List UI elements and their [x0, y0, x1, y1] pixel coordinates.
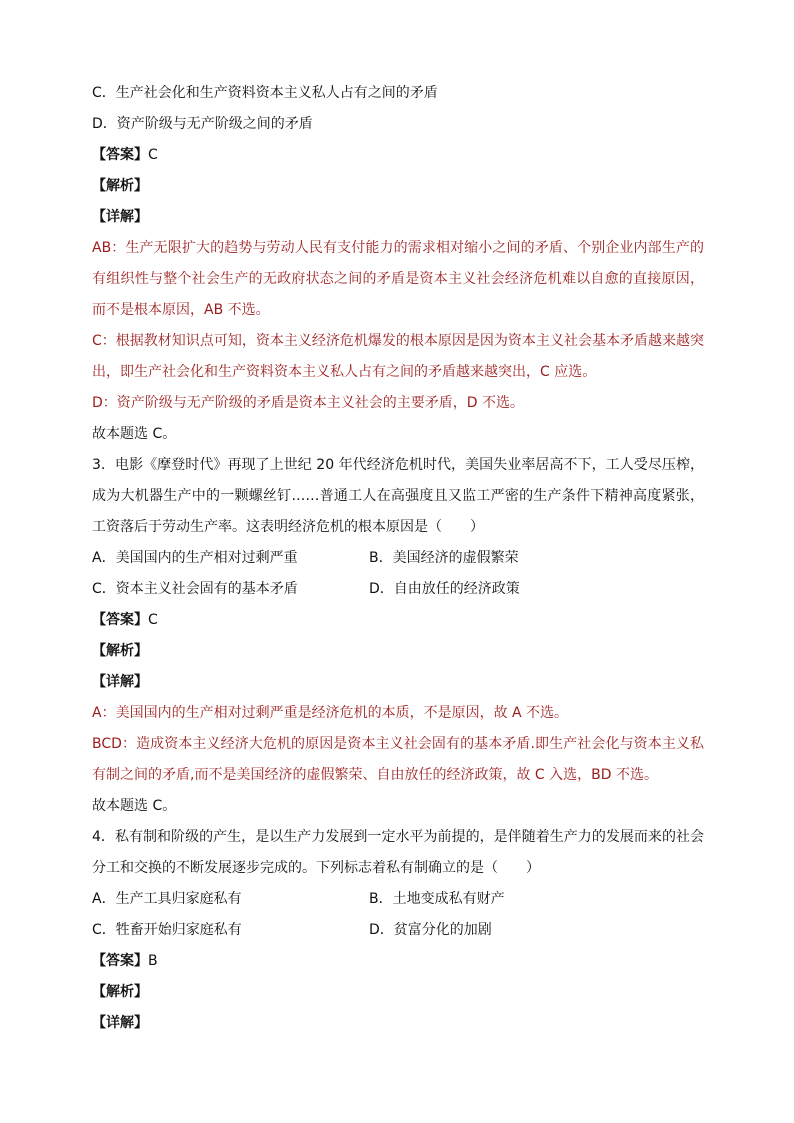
answer-tag: 【答案】 — [92, 612, 148, 628]
q4-option-a: A．生产工具归家庭私有 — [92, 891, 242, 907]
q2-option-d: D．资产阶级与无产阶级之间的矛盾 — [92, 116, 313, 132]
q3-option-d: D．自由放任的经济政策 — [369, 581, 520, 597]
q3-option-b: B．美国经济的虚假繁荣 — [369, 550, 519, 566]
q3-option-a: A．美国国内的生产相对过剩严重 — [92, 550, 298, 566]
document-page — [92, 78, 704, 1039]
q3-conclusion: 故本题选 C。 — [92, 798, 177, 814]
q4-option-b: B．土地变成私有财产 — [369, 891, 505, 907]
q4-answer-line — [92, 946, 704, 977]
q2-answer-line — [92, 140, 704, 171]
answer-value: C — [148, 612, 158, 628]
q3-options-row-1 — [92, 543, 704, 574]
q3-answer-line — [92, 605, 704, 636]
answer-value: C — [148, 147, 158, 163]
q2-explain-c: C：根据教材知识点可知，资本主义经济危机爆发的根本原因是因为资本主义社会基本矛盾越来越突出，即生产社会化和生产资料资本主义私人占有之间的矛盾越来越突出，C 应选。 — [92, 333, 704, 380]
q4-option-d: D．贫富分化的加剧 — [369, 922, 492, 938]
analysis-tag: 【解析】 — [92, 178, 148, 194]
detail-tag: 【详解】 — [92, 674, 148, 690]
analysis-tag: 【解析】 — [92, 643, 148, 659]
q4-option-c: C．牲畜开始归家庭私有 — [92, 922, 242, 938]
answer-tag: 【答案】 — [92, 147, 148, 163]
q2-explain-ab: AB：生产无限扩大的趋势与劳动人民有支付能力的需求相对缩小之间的矛盾、个别企业内部生产的有组织性与整个社会生产的无政府状态之间的矛盾是资本主义社会经济危机难以自愈的直接原因，而不是根本原因，AB 不选。 — [92, 240, 704, 318]
q4-options-row-2 — [92, 915, 704, 946]
q2-conclusion: 故本题选 C。 — [92, 426, 177, 442]
detail-tag: 【详解】 — [92, 209, 148, 225]
q2-explain-d: D：资产阶级与无产阶级的矛盾是资本主义社会的主要矛盾，D 不选。 — [92, 395, 525, 411]
q4-stem: 4．私有制和阶级的产生，是以生产力发展到一定水平为前提的，是伴随着生产力的发展而来的社会分工和交换的不断发展逐步完成的。下列标志着私有制确立的是（ ） — [92, 829, 704, 876]
q2-option-c: C．生产社会化和生产资料资本主义私人占有之间的矛盾 — [92, 85, 438, 101]
q3-explain-a: A：美国国内的生产相对过剩严重是经济危机的本质，不是原因，故 A 不选。 — [92, 705, 569, 721]
answer-tag: 【答案】 — [92, 953, 148, 969]
q3-options-row-2 — [92, 574, 704, 605]
q3-stem: 3．电影《摩登时代》再现了上世纪 20 年代经济危机时代，美国失业率居高不下，工人受尽压榨，成为大机器生产中的一颗螺丝钉……普通工人在高强度且又监工严密的生产条件下精神高度紧张，工资落后于劳动生产率。这表明经济危机的根本原因是（ ） — [92, 457, 704, 535]
answer-value: B — [148, 953, 158, 969]
q3-explain-bcd: BCD：造成资本主义经济大危机的原因是资本主义社会固有的基本矛盾.即生产社会化与资本主义私有制之间的矛盾,而不是美国经济的虚假繁荣、自由放任的经济政策，故 C 入选，BD 不选。 — [92, 736, 704, 783]
analysis-tag: 【解析】 — [92, 984, 148, 1000]
q3-option-c: C．资本主义社会固有的基本矛盾 — [92, 581, 298, 597]
detail-tag: 【详解】 — [92, 1015, 148, 1031]
q4-options-row-1 — [92, 884, 704, 915]
